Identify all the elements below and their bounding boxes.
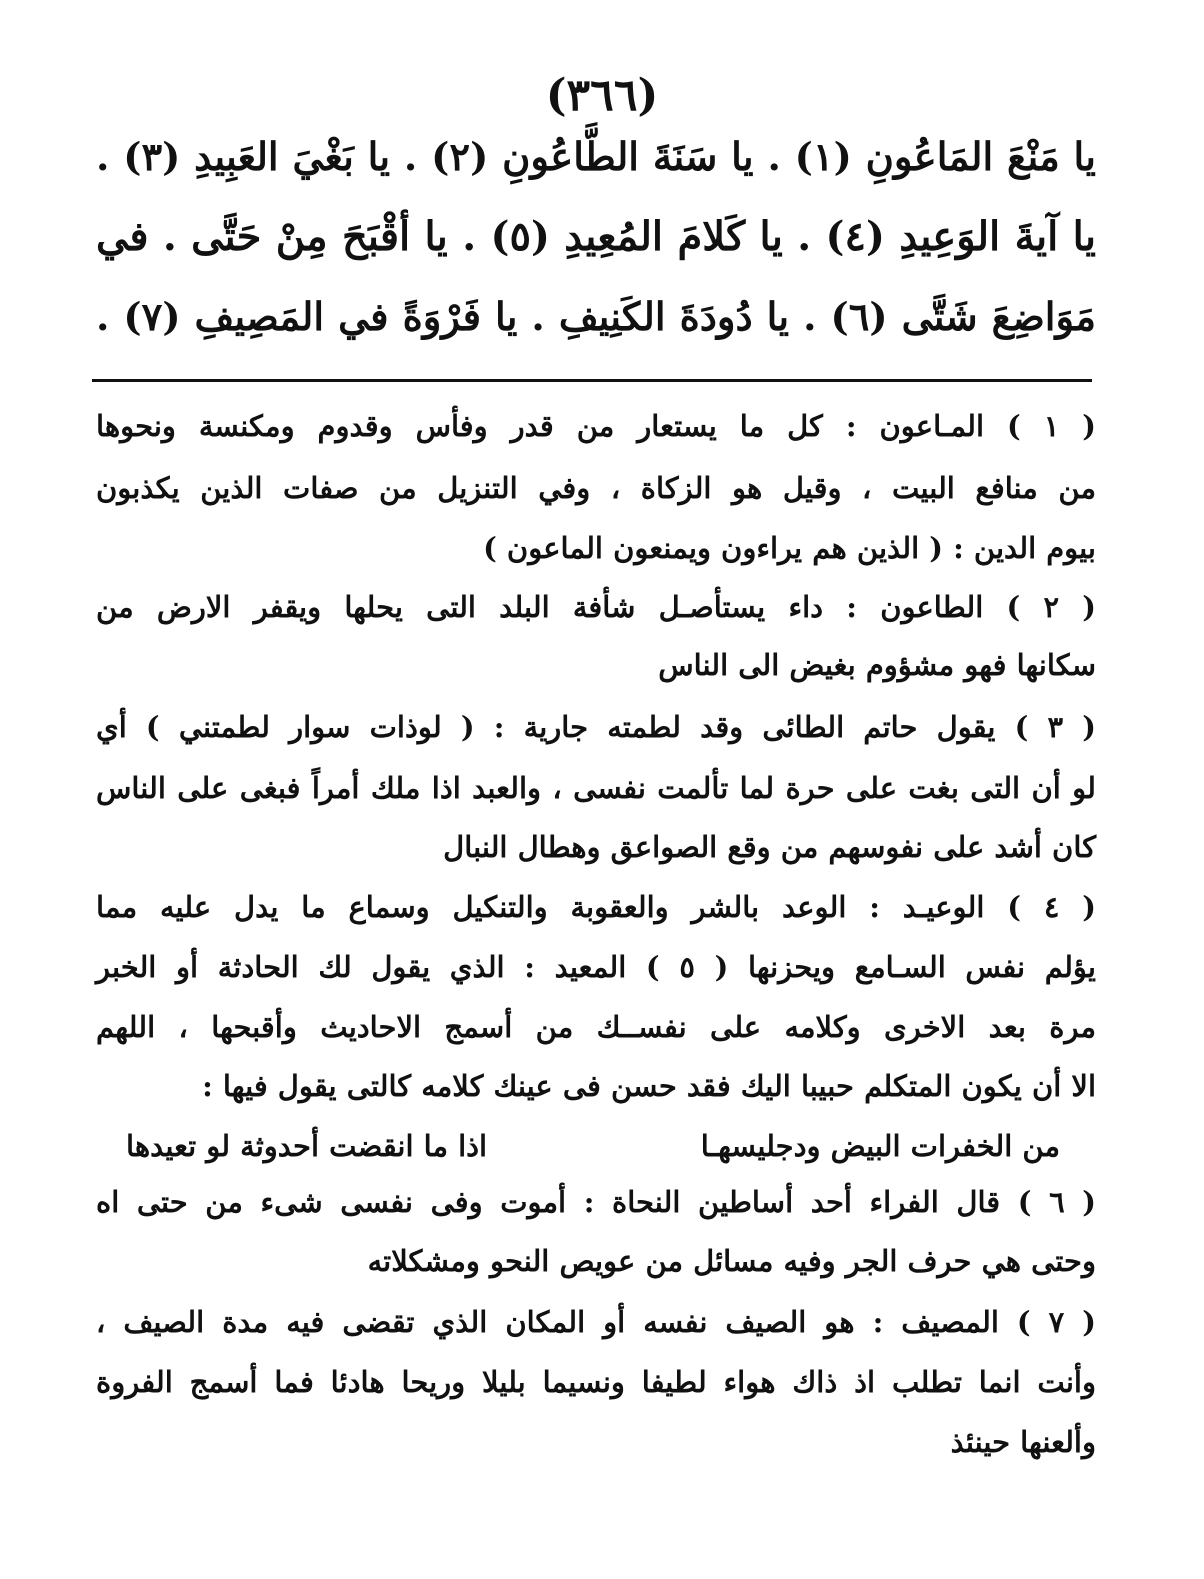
footnote-line: ( ٤ ) الوعيـد : الوعد بالشر والعقوبة والتنكيل وسماع ما يدل عليه مما [96, 890, 1096, 924]
footnote-line: ( ٢ ) الطاعون : داء يستأصـل شأفة البلد التى يحلها ويقفر الارض من [96, 590, 1096, 624]
footnote-line: ( ١ ) المـاعون : كل ما يستعار من قدر وفأس وقدوم ومكنسة ونحوها [96, 409, 1096, 443]
footnote-line: ( ٧ ) المصيف : هو الصيف نفسه أو المكان الذي تقضى فيه مدة الصيف ، [96, 1305, 1096, 1339]
footnote-line: ( ٣ ) يقول حاتم الطائى وقد لطمته جارية : ( لوذات سوار لطمتني ) أي [96, 710, 1096, 744]
footnote-line: وألعنها حينئذ [950, 1425, 1096, 1459]
poem-hemistich-2: اذا ما انقضت أحدوثة لو تعيدها [126, 1129, 488, 1163]
footnote-line: مرة بعد الاخرى وكلامه على نفســك من أسمج الاحاديث وأقبحها ، اللهم [96, 1010, 1096, 1044]
verse-line-2: يا آيةَ الوَعِيدِ (٤) . يا كَلامَ المُعِيدِ (٥) . يا أقْبَحَ مِنْ حَتَّى . في [96, 213, 1096, 260]
verse-line-3: مَوَاضِعَ شَتَّى (٦) . يا دُودَةَ الكَنِيفِ . يا فَرْوَةً في المَصِيفِ (٧) . [96, 295, 1096, 340]
page-number: (٣٦٦) [545, 70, 659, 121]
poem-hemistich-1: من الخفرات البيض ودجليسهـا [700, 1129, 1060, 1163]
footnote-line: يؤلم نفس السـامع ويحزنها ( ٥ ) المعيد : الذي يقول لك الحادثة أو الخبر [96, 950, 1096, 984]
footnote-line: وأنت انما تطلب اذ ذاك هواء لطيفا ونسيما بليلا وريحا هادئا فما أسمج الفروة [96, 1365, 1096, 1399]
footnote-line: سكانها فهو مشؤوم بغيض الى الناس [658, 648, 1096, 682]
footnote-line: الا أن يكون المتكلم حبيبا اليك فقد حسن فى عينك كلامه كالتى يقول فيها : [202, 1069, 1096, 1103]
footnote-line: بيوم الدين : ( الذين هم يراءون ويمنعون الماعون ) [483, 531, 1096, 565]
footnote-line: كان أشد على نفوسهم من وقع الصواعق وهطال النبال [443, 830, 1096, 864]
footnote-line: ( ٦ ) قال الفراء أحد أساطين النحاة : أموت وفى نفسى شىء من حتى اه [96, 1185, 1096, 1219]
footnote-line: وحتى هي حرف الجر وفيه مسائل من عويص النحو ومشكلاته [367, 1244, 1096, 1278]
footnote-line: لو أن التى بغت على حرة لما تألمت نفسى ، والعبد اذا ملك أمراً فبغى على الناس [96, 771, 1096, 805]
footnote-divider [92, 379, 1092, 382]
footnote-line: من منافع البيت ، وقيل هو الزكاة ، وفي التنزيل من صفات الذين يكذبون [96, 471, 1096, 505]
verse-line-1: يا مَنْعَ المَاعُونِ (١) . يا سَنَةَ الطَّاعُونِ (٢) . يا بَغْيَ العَبِيدِ (٣) . [96, 135, 1097, 180]
